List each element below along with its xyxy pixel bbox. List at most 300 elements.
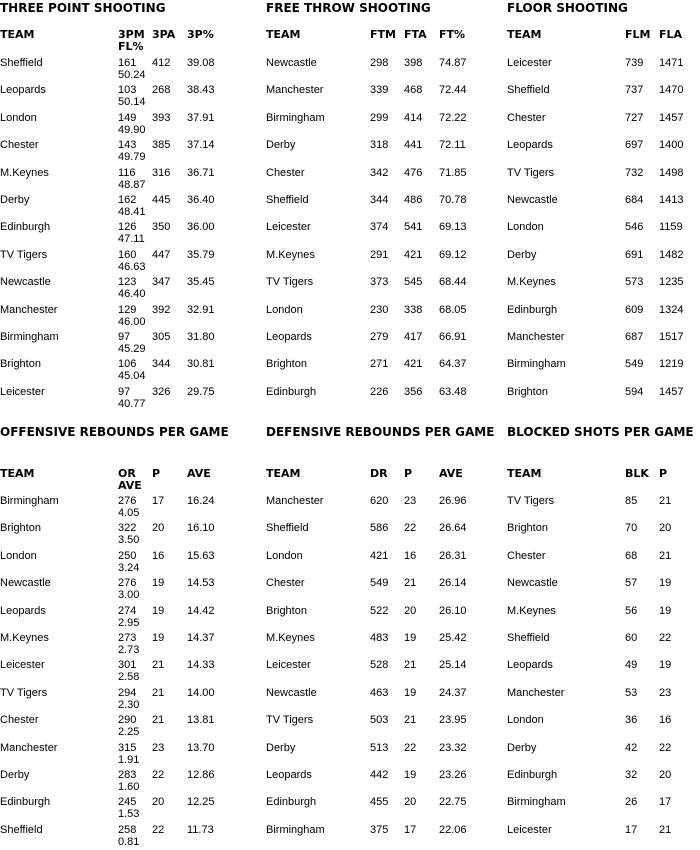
stat-value: 160 [118,248,137,261]
stat-value: 17 [152,495,165,507]
stat-value: 393 [152,111,171,124]
team-name: Derby [0,769,30,781]
stat-value: 20 [659,769,672,781]
stat-value: 21 [404,714,417,727]
stat-value: 528 [370,659,389,672]
stat-value: 541 [404,221,423,234]
stat-value: 11.73 [187,823,214,836]
offensive-rebounds-section [0,0,229,850]
stat-value-wrapped: 3.00 [118,589,140,602]
team-name: Edinburgh [507,769,558,781]
team-name: Manchester [507,331,565,343]
stat-value: 74.87 [439,57,467,69]
stat-value: 22.06 [439,823,467,836]
stat-value: 126 [118,221,137,234]
stat-value: 271 [370,358,389,371]
section-title: DEFENSIVE REBOUNDS PER GAME [266,425,495,439]
stat-value: 315 [118,741,137,754]
stat-value: 26 [625,796,638,809]
stat-value: 1517 [659,331,684,343]
column-header: TEAM [507,467,542,480]
stat-value: 70.78 [439,194,467,206]
stat-value: 19 [404,686,417,699]
stat-value: 392 [152,303,171,316]
team-name: TV Tigers [0,686,48,699]
stat-value: 69.12 [439,248,467,261]
stat-value: 20 [659,522,672,535]
stat-value: 318 [370,139,389,152]
stat-value: 26.14 [439,577,467,590]
team-name: Newcastle [507,194,558,206]
stat-value: 620 [370,495,389,507]
team-name: Manchester [0,741,58,754]
stat-value: 22 [404,522,417,535]
stat-value-wrapped: 47.11 [118,233,145,246]
stat-value: 350 [152,221,171,234]
team-name: M.Keynes [0,166,49,179]
column-header: TEAM [266,467,301,480]
stat-value: 447 [152,248,171,261]
stat-value-wrapped: 1.60 [118,781,140,793]
team-name: Birmingham [266,823,325,836]
team-name: Leopards [266,331,312,343]
team-name: M.Keynes [0,632,49,644]
stat-value: 97 [118,331,131,343]
stat-value: 373 [370,276,389,289]
stat-value: 546 [625,221,644,234]
stat-value: 14.37 [187,632,215,644]
stat-value: 63.48 [439,385,467,398]
stat-value: 21 [659,823,672,836]
stat-value: 56 [625,604,638,617]
stat-value: 19 [152,604,165,617]
stat-value: 339 [370,84,389,97]
stat-value-wrapped: 2.25 [118,726,140,739]
stat-value: 143 [118,139,137,152]
stat-value: 230 [370,303,389,316]
stat-value: 573 [625,276,644,289]
stat-value: 486 [404,194,423,206]
stat-value: 1457 [659,385,684,398]
team-name: Leopards [266,769,312,781]
team-name: Manchester [266,84,324,97]
stat-value: 1498 [659,166,684,179]
team-name: Birmingham [507,796,566,809]
stat-value: 103 [118,84,137,97]
stat-value: 22 [404,741,417,754]
column-header: 3PM [118,28,145,41]
stat-value: 1159 [659,221,683,234]
column-header: AVE [187,467,211,480]
stat-value: 294 [118,686,137,699]
stat-value: 417 [404,331,423,343]
stat-value: 609 [625,303,644,316]
stat-value: 68 [625,549,638,562]
stat-value: 25.14 [439,659,467,672]
stat-value: 23 [152,741,165,754]
stat-value: 14.33 [187,659,215,672]
column-header: FTA [404,28,427,41]
stat-value: 22 [152,769,165,781]
stat-value: 344 [370,194,389,206]
stat-value: 32 [625,769,638,781]
stat-value: 72.11 [439,139,466,152]
stat-value: 1219 [659,358,684,371]
stat-value: 727 [625,111,644,124]
stat-value: 85 [625,495,638,507]
stat-value: 1324 [659,303,684,316]
stat-value: 737 [625,84,644,97]
stat-value: 13.70 [187,741,215,754]
stat-value: 26.10 [439,604,467,617]
stat-value: 32.91 [187,303,215,316]
stat-value: 21 [659,549,672,562]
team-name: Chester [266,577,305,590]
stat-value: 16 [152,549,165,562]
stat-value: 14.53 [187,577,215,590]
stat-value: 19 [659,659,672,672]
stat-value: 71.85 [439,166,467,179]
team-name: TV Tigers [507,495,555,507]
section-title: OFFENSIVE REBOUNDS PER GAME [0,425,229,439]
stat-value: 37.14 [187,139,215,152]
stat-value: 13.81 [187,714,215,727]
team-name: Manchester [0,303,58,316]
team-name: Brighton [0,522,41,535]
stat-value-wrapped: 49.79 [118,151,146,164]
column-header: FLM [625,28,651,41]
stat-value: 38.43 [187,84,215,97]
stat-value: 42 [625,741,638,754]
stat-value: 22 [152,823,165,836]
stat-value: 298 [370,57,389,69]
stat-value: 421 [370,549,389,562]
stat-value: 19 [404,769,417,781]
stat-value: 697 [625,139,644,152]
stat-value: 19 [404,632,417,644]
section-title: THREE POINT SHOOTING [0,1,166,15]
team-name: Leopards [0,604,46,617]
stat-value: 522 [370,604,389,617]
stat-value: 250 [118,549,137,562]
stat-value-wrapped: 50.14 [118,96,146,109]
stat-value: 14.00 [187,686,215,699]
team-name: Sheffield [0,823,43,836]
stat-value: 276 [118,577,137,590]
stat-value: 16.24 [187,495,215,507]
stat-value: 22.75 [439,796,467,809]
team-name: TV Tigers [0,248,48,261]
stat-value: 20 [152,522,165,535]
stat-value: 1413 [659,194,684,206]
stat-value-wrapped: 1.91 [118,753,140,766]
stat-value: 356 [404,385,423,398]
column-header-wrapped: AVE [118,479,142,492]
stat-value: 545 [404,276,423,289]
team-name: Sheffield [507,632,550,644]
stat-value: 16.10 [187,522,215,535]
stat-value-wrapped: 46.63 [118,260,146,273]
team-name: Sheffield [507,84,550,97]
stat-value: 21 [152,686,165,699]
stat-value: 326 [152,385,171,398]
stat-value: 20 [152,796,165,809]
stat-value: 291 [370,248,389,261]
stat-value: 344 [152,358,171,371]
team-name: Birmingham [0,331,59,343]
stat-value: 21 [152,659,165,672]
column-header: P [152,467,161,480]
stat-value: 66.91 [439,331,467,343]
stat-value: 290 [118,714,137,727]
stat-value: 26.31 [439,549,467,562]
stat-value: 21 [152,714,165,727]
team-name: Brighton [0,358,41,371]
stat-value: 16 [404,549,417,562]
stat-value: 412 [152,57,171,69]
stat-value: 322 [118,522,137,535]
stat-value: 23.95 [439,714,467,727]
stat-value: 57 [625,577,638,590]
team-name: Birmingham [266,111,325,124]
team-name: London [507,221,544,234]
stat-value: 14.42 [187,604,215,617]
stat-value: 106 [118,358,137,371]
stat-value: 463 [370,686,389,699]
stat-value-wrapped: 2.58 [118,671,140,684]
stat-value: 97 [118,385,131,398]
team-name: Brighton [507,522,548,535]
team-name: TV Tigers [266,714,314,727]
team-name: Edinburgh [507,303,558,316]
team-name: M.Keynes [266,248,315,261]
column-header: FLA [659,28,683,41]
stat-value: 22 [659,632,672,644]
stat-value: 375 [370,823,389,836]
team-name: Manchester [507,686,565,699]
stat-value: 70 [625,522,638,535]
stat-value: 1400 [659,139,684,152]
stat-value-wrapped: 40.77 [118,397,146,410]
stat-value: 39.08 [187,57,215,69]
stat-value: 1482 [659,248,684,261]
stat-value: 513 [370,741,389,754]
team-name: TV Tigers [507,166,555,179]
stat-value: 549 [370,577,389,590]
stat-value: 23.32 [439,741,467,754]
team-name: Leicester [0,659,45,672]
stat-value: 347 [152,276,171,289]
team-name: Chester [0,714,39,727]
team-name: Leicester [507,823,552,836]
stat-value: 53 [625,686,638,699]
stat-value: 68.44 [439,276,467,289]
column-header: FT% [439,28,466,41]
team-name: Derby [0,194,30,206]
stat-value: 23 [659,686,672,699]
team-name: Chester [0,139,39,152]
column-header: AVE [439,467,463,480]
stat-value: 441 [404,139,423,152]
team-name: Brighton [266,604,307,617]
stat-value: 385 [152,139,171,152]
team-name: M.Keynes [266,632,315,644]
stat-value: 31.80 [187,331,215,343]
team-name: M.Keynes [507,604,556,617]
stat-value: 691 [625,248,644,261]
team-name: Birmingham [507,358,566,371]
stat-value-wrapped: 46.40 [118,288,146,301]
stat-value: 258 [118,823,137,836]
stat-value: 17 [659,796,672,809]
team-name: Sheffield [266,194,309,206]
stat-value: 20 [404,604,417,617]
team-name: Chester [507,111,546,124]
team-name: Leopards [507,659,553,672]
stat-value: 22 [659,741,672,754]
team-name: TV Tigers [266,276,314,289]
stat-value-wrapped: 1.53 [118,808,140,821]
stat-value: 60 [625,632,638,644]
team-name: Edinburgh [266,796,317,809]
stat-value: 19 [152,577,165,590]
stat-value: 23 [404,495,417,507]
stat-value: 68.05 [439,303,467,316]
stat-value: 21 [404,659,417,672]
stat-value: 26.96 [439,495,467,507]
stat-value: 25.42 [439,632,467,644]
team-name: Leicester [0,385,45,398]
stat-value: 732 [625,166,644,179]
team-name: Edinburgh [266,385,317,398]
team-name: Manchester [266,495,324,507]
stat-value: 739 [625,57,644,69]
stat-value-wrapped: 45.29 [118,343,146,355]
team-name: Chester [507,549,546,562]
team-name: Birmingham [0,495,59,507]
stat-value: 19 [659,604,672,617]
section-title: BLOCKED SHOTS PER GAME [507,425,694,439]
stat-value: 20 [404,796,417,809]
column-header: TEAM [0,28,35,41]
team-name: Newcastle [0,276,51,289]
stat-value: 503 [370,714,389,727]
stat-value: 414 [404,111,423,124]
stat-value: 338 [404,303,423,316]
stat-value-wrapped: 3.24 [118,561,140,574]
column-header: 3PA [152,28,176,41]
team-name: Brighton [266,358,307,371]
stat-value-wrapped: 4.05 [118,507,140,519]
team-name: Derby [266,741,296,754]
stat-value: 30.81 [187,358,215,371]
column-header: OR [118,467,136,480]
team-name: London [507,714,544,727]
stat-value: 1470 [659,84,684,97]
column-header: TEAM [0,467,35,480]
column-header: TEAM [507,28,542,41]
stat-value: 19 [659,577,672,590]
stat-value: 24.37 [439,686,467,699]
stat-value-wrapped: 2.73 [118,644,140,656]
stat-value: 283 [118,769,137,781]
stat-value: 279 [370,331,389,343]
column-header: BLK [625,467,649,480]
stat-value: 69.13 [439,221,467,234]
team-name: Newcastle [266,57,317,69]
stat-value: 21 [659,495,672,507]
stat-value: 72.22 [439,111,467,124]
stat-value: 1471 [659,57,684,69]
stat-value: 149 [118,111,137,124]
stat-value: 549 [625,358,644,371]
stat-value: 342 [370,166,389,179]
team-name: Derby [266,139,296,152]
stat-value: 37.91 [187,111,215,124]
stat-value: 445 [152,194,171,206]
team-name: Newcastle [0,577,51,590]
stat-value: 36 [625,714,638,727]
team-name: Derby [507,741,537,754]
stat-value: 36.71 [187,166,215,179]
stat-value: 276 [118,495,137,507]
stat-value-wrapped: 48.41 [118,206,146,218]
team-name: Leicester [266,659,311,672]
blocked-shots-section [493,0,700,850]
stat-value: 316 [152,166,171,179]
stat-value: 421 [404,248,423,261]
stat-value: 687 [625,331,644,343]
stat-value-wrapped: 46.00 [118,315,146,328]
stat-value: 64.37 [439,358,467,371]
team-name: Brighton [507,385,548,398]
stat-value: 1457 [659,111,684,124]
stat-value: 116 [118,166,136,179]
team-name: London [266,303,303,316]
stat-value: 374 [370,221,389,234]
stat-value: 594 [625,385,644,398]
stat-value: 476 [404,166,423,179]
stat-value: 12.25 [187,796,215,809]
stat-value: 16 [659,714,672,727]
team-name: Newcastle [507,577,558,590]
stat-value: 36.00 [187,221,215,234]
stat-value: 19 [152,632,165,644]
stat-value: 72.44 [439,84,467,97]
stat-value: 299 [370,111,389,124]
team-name: London [0,111,37,124]
stat-value: 12.86 [187,769,215,781]
stat-value: 684 [625,194,644,206]
column-header: P [659,467,668,480]
team-name: Edinburgh [0,796,51,809]
stat-value: 398 [404,57,423,69]
stat-value: 245 [118,796,137,809]
stat-value-wrapped: 0.81 [118,835,140,848]
team-name: Newcastle [266,686,317,699]
stat-value: 268 [152,84,171,97]
column-header: TEAM [266,28,301,41]
stat-value-wrapped: 50.24 [118,69,146,81]
stat-value-wrapped: 48.87 [118,178,146,191]
section-title: FLOOR SHOOTING [507,1,628,15]
stat-value: 455 [370,796,389,809]
team-name: Leicester [266,221,311,234]
stat-value: 15.63 [187,549,215,562]
team-name: Leopards [0,84,46,97]
column-header: 3P% [187,28,214,41]
stat-value: 586 [370,522,389,535]
